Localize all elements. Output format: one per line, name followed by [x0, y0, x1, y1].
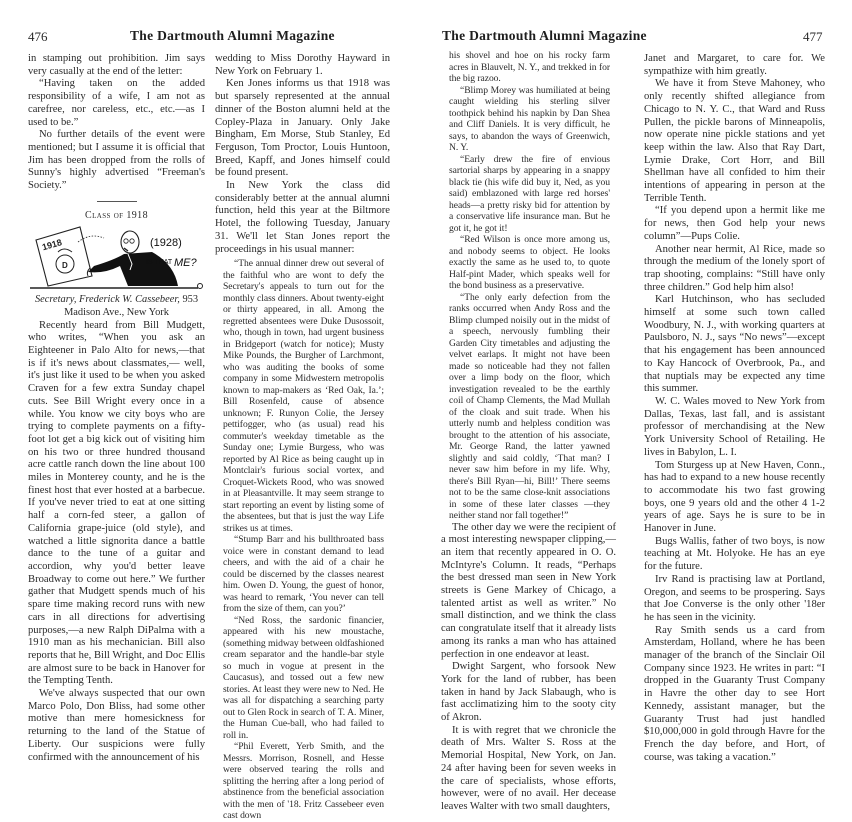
- paragraph: It is with regret that we chronicle the death of Mrs. Walter S. Ross at the Memorial Hospital, New York, on Jan. 24 after having been for seven weeks in the care of specialists, whose efforts, however, were of no avail. Her decease leaves Walter with two small daughters,: [441, 724, 616, 812]
- quoted-paragraph: “Red Wilson is once more among us, and nobody seems to object. He looks exactly the same as he used to, to quote Half-pint Mader, which speaks well for the bond business as a preservative.: [449, 234, 610, 291]
- paragraph: Dwight Sargent, who forsook New York for the land of rubber, has been taken in hand by Jack Slabaugh, who is fast acclimatizing him to the sooty city of Akron.: [441, 661, 616, 724]
- class-cartoon-illustration: [28, 224, 205, 292]
- quoted-paragraph: “The only early defection from the ranks occurred when Andy Ross and the Blimp clumped noisily out in the midst of a speech, nervously fumbling their Garden City timetables and adjusting the velvet earlaps. It might not have been made so noticeable had they not fallen over a limp body on the floor, which investigation revealed to be the earthly coil of Champ Clements, the Mad Mullah of the cloak and suit trade. When his utterly numb and helpless condition was brought to the attention of his associate, Mr. George Rand, the latter yawned slightly and said coldly, ‘That man? I never saw him before in my life. Why, there's Bill Ryan—hi, Bill!’ There seems not to be the same close-knit associations in some of these later classes —they neither stand nor fall together!”: [449, 291, 610, 521]
- quoted-paragraph: “Stump Barr and his bullthroated bass voice were in constant demand to lead cheers, and with the aid of a chair he could be discerned by the classes nearest him. Owen D. Young, the guest of honor, was heard to remark, ‘You never can tell from the size of them, can you?’: [223, 534, 384, 615]
- paragraph: Another near hermit, Al Rice, made so through the medium of the lonely sport of trap shooting, complains: “Still have only three children.” God help him also!: [644, 243, 825, 293]
- paragraph: In New York the class did considerably better at the annual alumni function, held this year at the Biltmore Hotel, the following Tuesday, January 31. We'll let Stan Jones report the proceedings in his usual manner:: [215, 180, 390, 255]
- speech-question: IS THAT: [146, 259, 173, 267]
- quoted-paragraph: “Ned Ross, the sardonic financier, appeared with his new moustache, (something midway between oldfashioned cream separator and the handle-bar style so much in vogue at present in the Caucasus), and tossed out a few new stories. At least they were new to Ned. He was all for dispatching a searching party out to Glen Rock in search of T. A. Miner, the Human Cue-ball, who had failed to roll in.: [223, 614, 384, 741]
- speech-year: (1928): [150, 237, 182, 250]
- paragraph: Ray Smith sends us a card from Amsterdam, Holland, where he has been manager of the branch of the Sinclair Oil Company since 1923. He writes in part: “I dropped in the Guaranty Trust Company in Havre the other day to see Hort Kennedy, assistant manager, but the Guaranty Trust had just handled $10,000,000 in gold through Havre for the French the day before, and Hort, of course, was taking a vacation.”: [644, 624, 825, 763]
- paragraph: Recently heard from Bill Mudgett, who writes, “When you ask an Eighteener in Palo Alto for news,—that is if it's news about classmates,— well, it's just like it used to be when you asked Craven for a few extra Sunday chapel cuts. See Bill Wright every once in a while. You know we city boys who are trying to complete payments on a fifty-foot lot get a big kick out of visiting him on his two or three hundred thousand acre cattle ranch down the line about 100 miles in Monterey county, and he is the finest host that ever hosted at a barbecue. If you've never tried to eat at one sitting half a corn-fed steer, a gallon of California grape-juice (old style), and watched a little signorita dance a battle dance to the tune of a guitar and accordion, why you'd better leave Broadway to come out here.” We further gather that Mudgett spends much of his spare time making record runs with new cars in all directions for advertising purposes,—a new Ralph DiPalma with a 1910 man as his mechanician. Bill also reports that he, Bill Wright, and Doc Ellis are almost sure to be back in Hanover for the Tempting Tenth.: [28, 319, 205, 687]
- paragraph: Tom Sturgess up at New Haven, Conn., has had to expand to a new house recently to accommodate his two fast growing boys, one 9 years old and the other 4 1-2 years of age. Says he is sure to be in Hanover in June.: [644, 459, 825, 535]
- right-page: [426, 0, 852, 812]
- paragraph: W. C. Wales moved to New York from Dallas, Texas, last fall, and is assistant professor of merchandising at the New York University School of Retailing. He lives in Babylon, L. I.: [644, 395, 825, 458]
- running-head: The Dartmouth Alumni Magazine: [442, 28, 647, 43]
- paragraph: The other day we were the recipient of a most interesting newspaper clipping,—an item that recently appeared in O. O. McIntyre's Column. It reads, “Perhaps the best dressed man seen in New York streets is Gene Markey of Chicago, a talented artist as well as writer.” No small distinction, and we think the class can congratulate itself that it already lists among its ranks a man who has attained perfection in one endeavor at least.: [441, 521, 616, 660]
- paragraph: “If you depend upon a hermit like me for news, then God help your news column”—Pups Colie.: [644, 205, 825, 242]
- paragraph: Ken Jones informs us that 1918 was but sparsely represented at the annual dinner of the Boston alumni held at the Copley-Plaza in January. Only Jake Bingham, Em Morse, Stub Stanley, Ed Ferguson, Tom Proctor, Louis Huntoon, Breed, Kapff, and Jones himself could be found present.: [215, 78, 390, 179]
- section-divider: [97, 201, 137, 202]
- column-1: [28, 53, 205, 764]
- paragraph: Karl Hutchinson, who has secluded himself at some such town called Woodbury, N. J., with working quarters at Paulsboro, N. J., says “No news”—except that his engagement has been announced to Kay Hancock of Overbrook, Pa., and that nuptials may be expected any time this summer.: [644, 294, 825, 395]
- sign-year-text: 1918: [40, 237, 63, 253]
- paragraph: in stamping out prohibition. Jim says very casually at the end of the letter:: [28, 53, 205, 77]
- secretary-address: 953 Madison Ave., New York: [64, 294, 199, 319]
- quoted-paragraph: “Blimp Morey was humiliated at being caught wielding his sterling silver toothpick behind his napkin by Dan Shea and Cliff Daniels. It is very difficult, he says, to abandon the ways of Greenwich, N. Y.: [449, 84, 610, 153]
- column-3: [441, 50, 616, 814]
- quoted-paragraph: his shovel and hoe on his rocky farm acres in Blauvelt, N. Y., and trekked in for the big razoo.: [449, 50, 610, 84]
- class-heading: Class of 1918: [85, 209, 148, 221]
- quoted-paragraph: “The annual dinner drew out several of the faithful who are wont to defy the Secretary's appeals to turn out for the monthly class dinners. About twenty-eight or thirty appeared, in all. Among the regretted absentees were Duke Dusossoit, who, though in town, had urgent business in Bridgeport (watch for notice); Musty Mike Pounds, the Burgher of Larchmont, who was auditing the books of some company in some Midwestern metropolis known to map-makers as ‘Red Oak, Ia.’; Bill Rosenfeld, cause of absence unknown; F. Runyon Colie, the Jersey pettifogger, who (as usual) read his commuter's weekday timetable as the Sunday one; Lymie Burgess, who was reported by Al Rice as being caught up in Montclair's furious social vortex, and Croquet-Wickets Rood, who was snowed in at Pleasantville. It may seem strange to start reporting an event by listing some of the absentees, but that is just the way Life strikes us at times.: [223, 258, 384, 534]
- paragraph: Janet and Margaret, to care for. We sympathize with him greatly.: [644, 53, 825, 77]
- column-2: [215, 53, 390, 822]
- speech-emphasis: ME?: [174, 257, 197, 270]
- quoted-paragraph: “Early drew the fire of envious sartorial sharps by appearing in a snappy black tie (his wife did buy it, Ned, as you said) emblazoned with large red horses' heads—a pretty risky bid for attention by a conservative life insurance man. But he got it, he got it!: [449, 153, 610, 234]
- cartoon-flourish: [198, 284, 203, 289]
- paragraph: We've always suspected that our own Marco Polo, Don Bliss, had some other motive than mere homesickness for returning to the land of the Statue of Liberty. Our suspicions were fully confirmed with the announcement of his: [28, 688, 205, 763]
- paragraph: Bugs Wallis, father of two boys, is now teaching at Mt. Holyoke. He has an eye for the future.: [644, 535, 825, 573]
- paragraph: Irv Rand is practising law at Portland, Oregon, and seems to be prospering. Says that Joe Converse is the only other '18er he has seen in the vicinity.: [644, 573, 825, 623]
- badge-letter: D: [62, 261, 68, 271]
- page-number: 476: [28, 29, 48, 44]
- cartoon-sign: [36, 227, 104, 286]
- secretary-label: Secretary, Frederick W. Cassebeer,: [34, 294, 180, 306]
- paragraph: “Having taken on the added responsibility of a wife, I am not as carefree, nor careless, etc., etc.—as I used to be.”: [28, 78, 205, 128]
- paragraph: wedding to Miss Dorothy Hayward in New York on February 1.: [215, 53, 390, 77]
- column-4: [644, 53, 825, 764]
- paragraph: We have it from Steve Mahoney, who only recently shifted allegiance from Chicago to N. Y. C., that Ward and Russ Pullen, the pickle barons of Minneapolis, now operate nine pickle stations and yet keep within the law. Also that Ray Dart, Lymie Drake, Cort Horr, and Bill Shellman have all confided to him their intentions of appearing in person at the Terrible Tenth.: [644, 78, 825, 204]
- class-secretary-line: [28, 294, 205, 319]
- running-head: The Dartmouth Alumni Magazine: [130, 28, 335, 43]
- quoted-paragraph: “Phil Everett, Yerb Smith, and the Messrs. Morrison, Rosnell, and Hesse were observed tearing the rolls and splitting the herring after a long period of abstinence from the beneficial association with the men of '18. Fritz Cassebeer even cast down: [223, 741, 384, 822]
- page-number: 477: [803, 29, 823, 44]
- paragraph: No further details of the event were mentioned; but I assume it is official that Jim has been dropped from the rolls of Sunny's highly advertised “Freeman's Society.”: [28, 129, 205, 192]
